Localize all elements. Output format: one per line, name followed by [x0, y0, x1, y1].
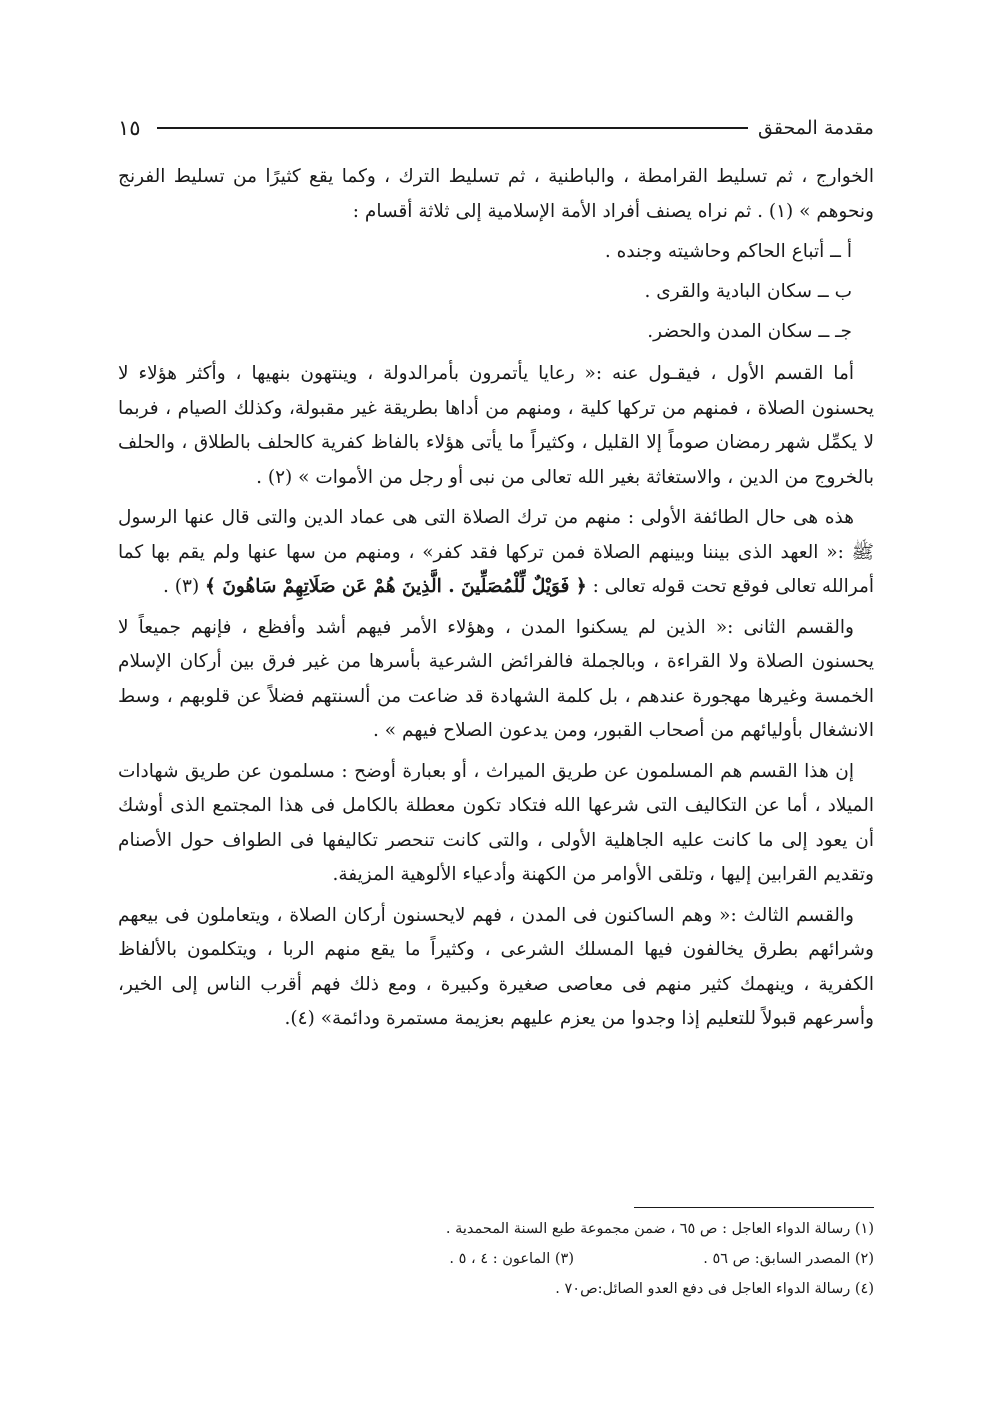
paragraph-5: إن هذا القسم هم المسلمون عن طريق الميراث ، أو بعبارة أوضح : مسلمون عن طريق شهادات الميلاد ، أما عن التكاليف التى شرعها الله فتكاد تكون معطلة بالكامل فى هذا المجتمع الذى أوشك أن يعود إلى ما كانت عليه الجاهلية الأولى ، والتى كانت تنحصر تكاليفها فى الطواف حول الأصنام وتقديم القرابين إليها ، وتلقى الأوامر من الكهنة وأدعياء الألوهية المزيفة.: [118, 760, 874, 885]
page-number: ١٥: [118, 116, 141, 140]
paragraph-1: الخوارج ، ثم تسليط القرامطة ، والباطنية ، ثم تسليط الترك ، وكما يقع كثيرًا من تسليط الفرنج ونحوهم » (١) . ثم نراه يصنف أفراد الأمة الإسلامية إلى ثلاثة أقسام :: [118, 166, 874, 222]
running-title: مقدمة المحقق: [758, 117, 874, 139]
list-item: جـ ــ سكان المدن والحضر.: [647, 321, 852, 342]
footnote-row: [118, 1274, 874, 1304]
list-item: ب ــ سكان البادية والقرى .: [644, 281, 852, 302]
paragraph-4: والقسم الثانى :« الذين لم يسكنوا المدن ، وهؤلاء الأمر فيهم أشد وأفظع ، فإنهم جميعاً لا يحسنون الصلاة ولا القراءة ، وبالجملة فالفرائض الشرعية بأسرها من غير فرق بين أركان الإسلام الخمسة وغيرها مهجورة عندهم ، بل كلمة الشهادة قد ضاعت من ألسنتهم فضلاً عن قلوبهم ، وسط الانشغال بأوليائهم من أصحاب القبور، ومن يدعون الصلاح فيهم » .: [118, 616, 874, 741]
paragraph-2: أما القسم الأول ، فيقـول عنه :« رعايا يأتمرون بأمرالدولة ، وينتهون بنهيها ، وأكثر هؤلاء لا يحسنون الصلاة ، فمنهم من تركها كلية ، ومنهم من أداها بطريقة غير مقبولة، وكذلك الصيام ، فربما لا يكمِّل شهر رمضان صوماً إلا القليل ، وكثيراً ما يأتى هؤلاء بالفاظ كفرية كالحلف بالطلاق ، والحلف بالخروج من الدين ، والاستغاثة بغير الله تعالى من نبى أو رجل من الأموات » (٢) .: [118, 363, 874, 488]
sections-list: [118, 235, 874, 349]
footnote-1: (١) رسالة الدواء العاجل : ص ٦٥ ، ضمن مجموعة طبع السنة المحمدية .: [445, 1221, 874, 1237]
main-text: [118, 160, 874, 1043]
paragraph-3: [118, 501, 874, 605]
footnotes: [118, 1214, 874, 1304]
footnote-row: [118, 1214, 874, 1244]
list-item: أ ــ أتباع الحاكم وحاشيته وجنده .: [604, 241, 852, 262]
paragraph-6: والقسم الثالث :« وهم الساكنون فى المدن ، فهم لايحسنون أركان الصلاة ، ويتعاملون فى بيعهم وشرائهم بطرق يخالفون فيها المسلك الشرعى ، وكثيراً ما يقع منهم الربا ، ويتكلمون بالألفاظ الكفرية ، وينهمك كثير منهم فى معاصى صغيرة وكبيرة ، ومع ذلك فهم أقرب الناس إلى الخير، وأسرعهم قبولاً للتعليم إذا وجدوا من يعزم عليهم بعزيمة مستمرة ودائمة» (٤).: [118, 904, 874, 1029]
header-rule: [157, 127, 748, 129]
footnote-3: (٣) الماعون : ٤ ، ٥ .: [449, 1251, 574, 1267]
footnote-rule: [634, 1207, 874, 1208]
paragraph-3-text: هذه هى حال الطائفة الأولى : منهم من ترك الصلاة التى هى عماد الدين والتى قال عنها الرسول ﷺ :« العهد الذى بيننا وبينهم الصلاة فمن تركها فقد كفر» ، ومنهم من سها عنها ولم يقم بها كما أمرالله تعالى فوقع تحت قوله تعالى :: [118, 507, 874, 597]
footnote-ref-3: (٣) .: [163, 576, 200, 597]
quran-verse: ﴿ فَوَيْلٌ لِّلْمُصَلِّينَ . الَّذِينَ هُمْ عَن صَلَاتِهِمْ سَاهُونَ ﴾: [205, 576, 587, 597]
footnote-row: [118, 1244, 874, 1274]
footnote-2: (٢) المصدر السابق: ص ٥٦ .: [703, 1251, 874, 1267]
page-header: [118, 108, 874, 148]
footnote-4: (٤) رسالة الدواء العاجل فى دفع العدو الصائل:ص٧٠ .: [555, 1281, 874, 1297]
